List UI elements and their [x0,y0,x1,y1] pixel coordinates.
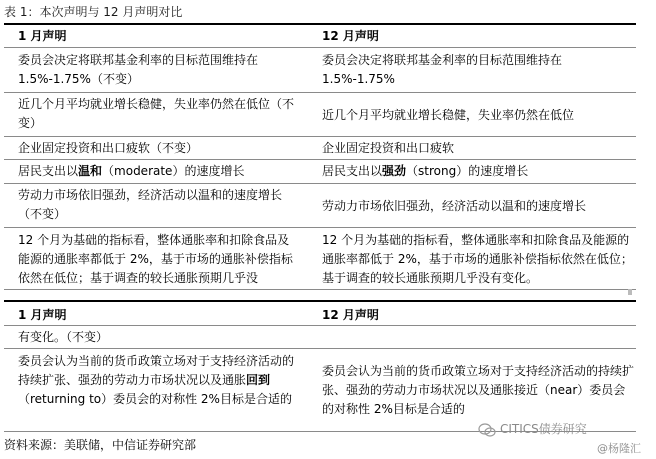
row-divider [4,183,636,184]
row-divider [4,348,636,349]
watermark-account-text: CITICS债券研究 [500,422,587,436]
row-4-current-bold: 温和 [78,164,103,178]
row-6-previous: 12 个月为基础的指标看，整体通胀率和扣除食品及能源的通胀率都低于 2%，基于市场的通胀补偿指标依然在低位；基于调查的较长通胀预期几乎没有变化。 [322,233,633,285]
row-1-current: 委员会决定将联邦基金利率的目标范围维持在 1.5%-1.75%（不变） [18,53,259,86]
header-current: 1 月声明 [18,29,67,43]
row-4-current-pre: 居民支出以 [18,164,79,178]
row-4-previous [322,162,636,181]
continued-top-rule [4,300,636,302]
row-6-current: 12 个月为基础的指标看，整体通胀率和扣除食品及能源的通胀率都低于 2%，基于市场的通胀补偿指标依然在低位；基于调查的较长通胀预期几乎没 [18,233,293,285]
row-7-current-pre: 委员会认为当前的货币政策立场对于支持经济活动的持续扩张、强劲的劳动力市场状况以及通胀 [18,354,295,387]
page-break-rule [4,289,636,290]
watermark-account [478,420,587,437]
row-5-current: 劳动力市场依旧强劲，经济活动以温和的速度增长（不变） [18,188,283,221]
row-2-current: 近几个月平均就业增长稳健，失业率仍然在低位（不变） [18,97,295,130]
row-5-previous: 劳动力市场依旧强劲，经济活动以温和的速度增长 [322,199,587,213]
row-7-current-post: （returning to）委员会的对称性 2%目标是合适的 [18,392,292,406]
row-divider [4,47,636,48]
row-4-current-post: （moderate）的速度增长 [102,164,245,178]
row-1-previous: 委员会决定将联邦基金利率的目标范围维持在 1.5%-1.75% [322,53,563,86]
page-break-mark [628,289,632,295]
header-previous-repeat: 12 月声明 [322,308,379,322]
row-divider [4,159,636,160]
row-3-previous: 企业固定投资和出口疲软 [322,141,455,155]
row-4-previous-bold: 强劲 [382,164,407,178]
top-rule [4,23,636,25]
row-7-previous: 委员会认为当前的货币政策立场对于支持经济活动的持续扩张、强劲的劳动力市场状况以及通胀接近（near）委员会的对称性 2%目标是合适的 [322,364,635,416]
watermark-author: @杨隆汇 [597,442,641,455]
row-divider [4,227,636,228]
row-7-current-bold: 回到 [246,373,271,387]
source-note: 资料来源：美联储，中信证券研究部 [4,438,197,452]
row-4-current [18,162,300,181]
row-4-previous-pre: 居民支出以 [322,164,383,178]
header-current-repeat: 1 月声明 [18,308,67,322]
wechat-icon [478,423,496,437]
row-7-current [18,352,300,409]
row-6-current-continued: 有变化。（不变） [18,330,109,344]
row-2-previous: 近几个月平均就业增长稳健，失业率仍然在低位 [322,108,575,122]
header-previous: 12 月声明 [322,29,379,43]
row-3-current: 企业固定投资和出口疲软（不变） [18,141,199,155]
row-divider [4,325,636,326]
row-4-previous-post: （strong）的速度增长 [406,164,529,178]
table-caption: 表 1：本次声明与 12 月声明对比 [4,5,183,19]
row-divider [4,92,636,93]
row-divider [4,136,636,137]
